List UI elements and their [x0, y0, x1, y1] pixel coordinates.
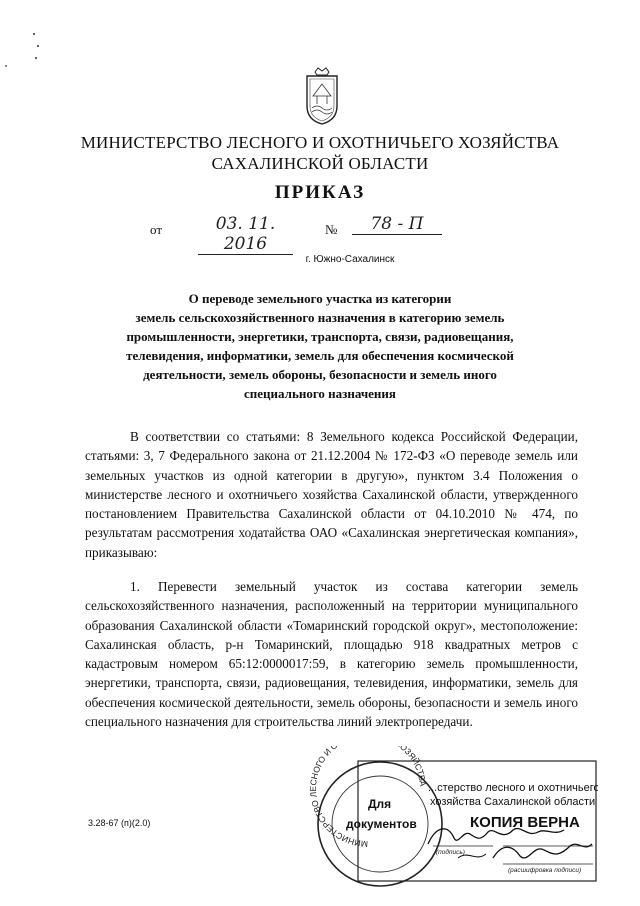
order-clause-1: 1. Перевести земельный участок из состава категории земель сельскохозяйственного назначения, расположенный на территории муниципального образования Сахалинской области «Томаринский городской округ», местоположение: Сахалинская область, р-н Томаринский, площадью 918 квадратных метров с кадастровым номером 65:12:0000017:59, в категорию земель промышленности, энергетики, транспорта, связи, радиовещания, телевидения, информатики, земель для обеспечения космической деятельности, земель обороны, безопасности и земель иного специального назначения для строительства линий электропередачи. — [85, 579, 578, 730]
subject-line: промышленности, энергетики, транспорта, связи, радиовещания, — [126, 329, 514, 344]
order-number-handwritten: 78 - П — [352, 214, 442, 235]
ministry-name-line1: МИНИСТЕРСТВО ЛЕСНОГО И ОХОТНИЧЬЕГО ХОЗЯЙСТВА — [80, 133, 560, 152]
scan-specks — [0, 0, 60, 80]
preamble-paragraph: В соответствии со статьями: 8 Земельного кодекса Российской Федерации, статьями: 3, 7 Федерального закона от 21.12.2004 № 172-ФЗ «О переводе земель или земельных участков из одной категории в другую», пунктом 3.4 Положения о министерстве лесного и охотничьего хозяйства Сахалинской области, утвержденного постановлением Правительства Сахалинской области от 04.10.2010 № 474, по результатам рассмотрения ходатайства ОАО «Сахалинская энергетическая компания», приказываю: — [85, 429, 578, 560]
stamp-name-caption: (расшифровка подписи) — [508, 867, 582, 874]
document-type-title: ПРИКАЗ — [274, 182, 366, 203]
subject-line: земель сельскохозяйственного назначения в категорию земель — [135, 310, 505, 325]
date-label: от — [150, 222, 163, 237]
subject-line: телевидения, информатики, земель для обеспечения космической — [126, 348, 514, 363]
stamp-copy-verified: КОПИЯ ВЕРНА — [470, 814, 580, 831]
stamp-ring-text: МИНИСТЕРСТВО ЛЕСНОГО И О ОЗЯЙСТВА — [308, 746, 429, 850]
order-date-handwritten: 03. 11. 2016 — [198, 214, 293, 255]
form-code: 3.28-67 (п)(2.0) — [88, 818, 151, 828]
stamp-region-line: хозяйства Сахалинской области — [430, 796, 596, 808]
coat-of-arms-emblem — [303, 66, 341, 126]
subject-line: деятельности, земель обороны, безопасности и земель иного — [143, 367, 497, 382]
city-line: г. Южно-Сахалинск — [305, 254, 395, 265]
stamp-signature-caption: (подпись) — [436, 849, 465, 856]
order-subject — [60, 289, 580, 403]
subject-line: О переводе земельного участка из категории — [188, 291, 452, 306]
ministry-name — [0, 132, 640, 174]
stamp-ministry-line: ...стерство лесного и охотничьего — [428, 782, 598, 794]
stamp-line-for: Для — [368, 797, 392, 811]
subject-line: специального назначения — [244, 386, 396, 401]
number-label: № — [325, 222, 338, 237]
certification-stamp — [308, 746, 598, 901]
stamp-documents-label: документов — [346, 817, 417, 831]
ministry-name-line2: САХАЛИНСКОЙ ОБЛАСТИ — [211, 154, 429, 173]
